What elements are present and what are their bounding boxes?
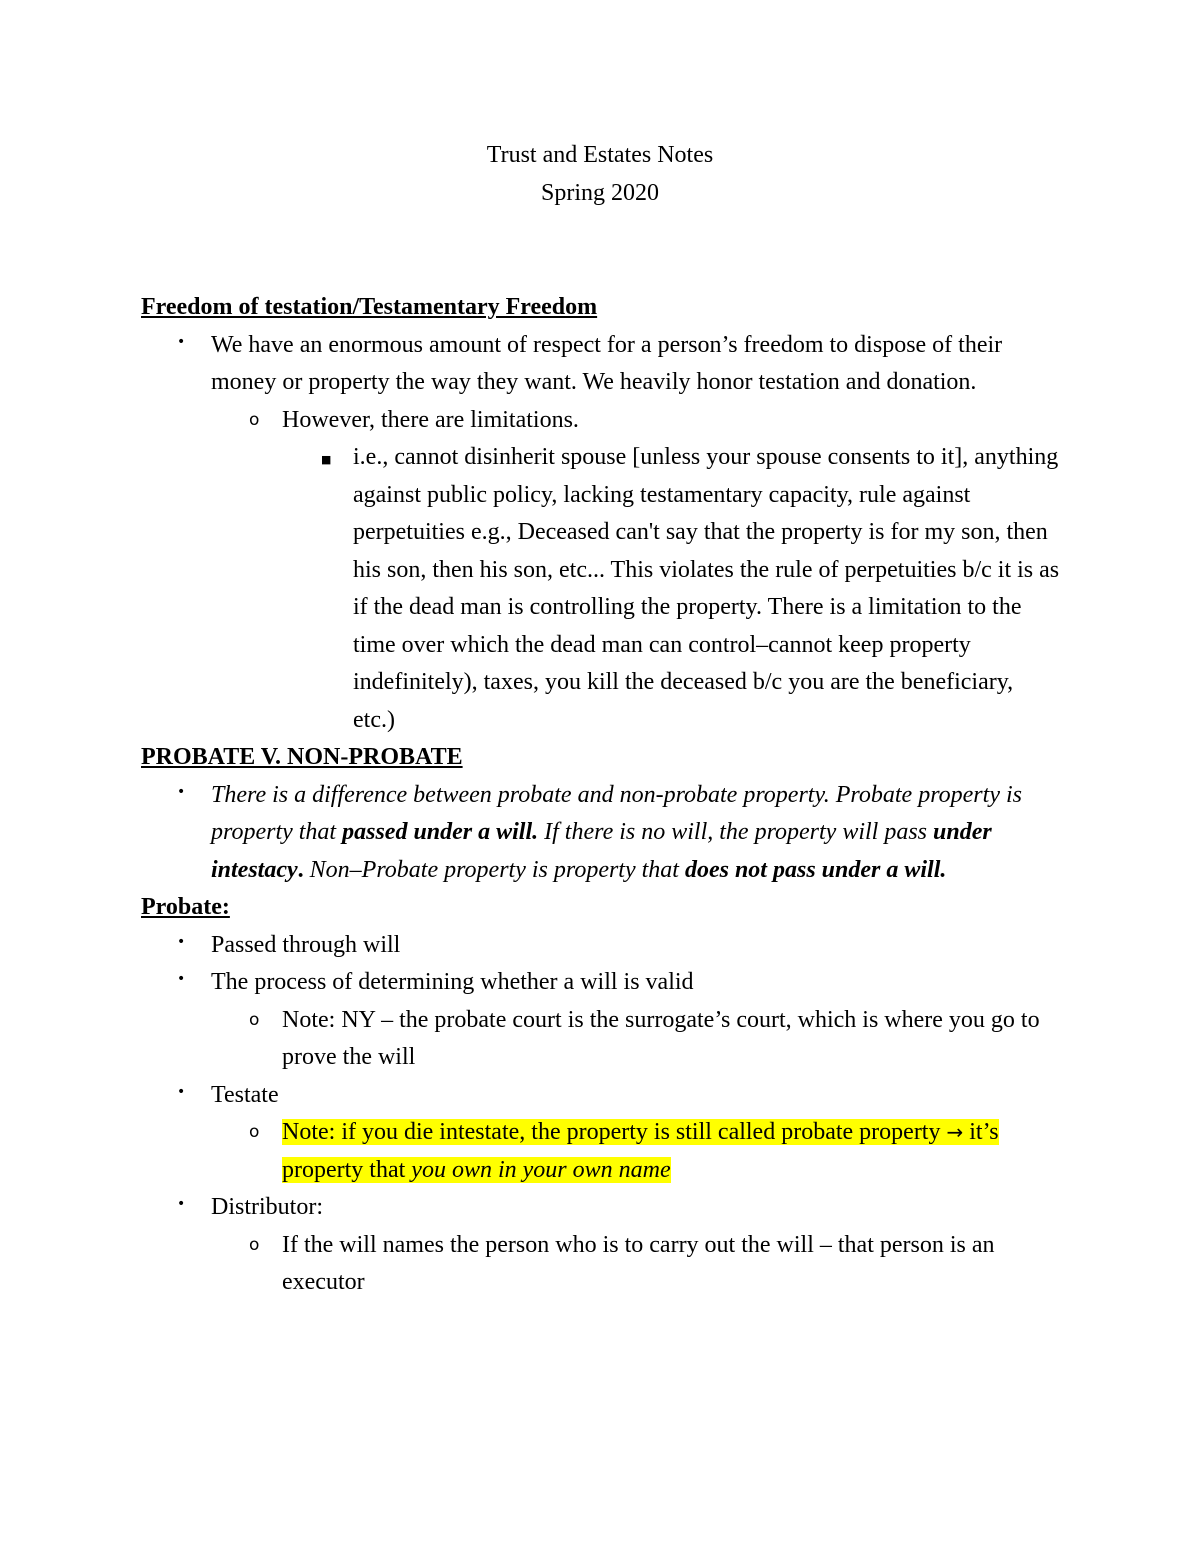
list-item-text: If there is no will, the property will pass: [538, 819, 934, 845]
list-item: [141, 327, 1061, 402]
list-item: [141, 1189, 1061, 1227]
heading-probate-v-non-probate: PROBATE V. NON-PROBATE: [141, 744, 463, 770]
list-item: [141, 927, 1061, 965]
list-item-text: We have an enormous amount of respect for a person’s freedom to dispose of their money or property the way they want. We heavily honor testation and donation.: [211, 331, 1003, 395]
list-item: [141, 1227, 1061, 1302]
list-item-text: The process of determining whether a will is valid: [211, 969, 694, 995]
document-title: Trust and Estates Notes: [486, 142, 714, 168]
list-item-text: Note: NY – the probate court is the surrogate’s court, which is where you go to prove the will: [282, 1006, 1040, 1070]
list-item: [141, 1077, 1061, 1115]
list-item: [141, 402, 1061, 440]
bullet-glyph: •: [177, 783, 186, 800]
bullet-glyph: •: [177, 971, 186, 987]
circle-bullet-glyph: o: [249, 409, 260, 430]
bullet-glyph: •: [177, 933, 186, 950]
list-item-text: it’s property that: [282, 1119, 999, 1183]
list-item-text: Distributor:: [211, 1194, 323, 1220]
list-item: [141, 1002, 1061, 1077]
circle-bullet-glyph: o: [249, 1234, 260, 1255]
arrow-right-icon: →: [946, 1120, 964, 1144]
emphasis-text: .: [297, 856, 304, 883]
list-item-text: If the will names the person who is to carry out the will – that person is an executor: [282, 1231, 995, 1295]
list-item: [141, 439, 1061, 739]
document-subtitle: Spring 2020: [540, 180, 659, 206]
list-item-text: i.e., cannot disinherit spouse [unless your spouse consents to it], anything against public policy, lacking testamentary capacity, rule against perpetuities e.g., Deceased can't say that the property is for my son, then his son, then his son, etc... This violates the rule of perpetuities b/c it is as if the dead man is controlling the property. There is a limitation to the time over which the dead man can control–cannot keep property indefinitely), taxes, you kill the deceased b/c you are the beneficiary, etc.): [353, 444, 1060, 733]
circle-bullet-glyph: o: [249, 1009, 260, 1030]
list-item: [141, 1114, 1061, 1189]
list-item: [141, 777, 1061, 890]
circle-bullet-glyph: o: [249, 1122, 260, 1142]
list-item-text: Note: if you die intestate, the property is still called probate property: [282, 1119, 947, 1145]
list-item-text: There is a difference between probate and non-probate property. Probate property is property that: [211, 781, 1022, 845]
list-item-text: Passed through will: [211, 931, 401, 958]
heading-freedom-of-testation: Freedom of testation/Testamentary Freedom: [141, 294, 598, 320]
bullet-glyph: •: [177, 333, 186, 350]
emphasis-text: does not pass under a will.: [684, 856, 947, 883]
list-item-text: Testate: [211, 1081, 279, 1108]
list-item-text: Non–Probate property is property that: [303, 856, 685, 883]
emphasis-text: under intestacy: [211, 819, 992, 883]
heading-probate: Probate:: [141, 894, 230, 920]
document-body: [141, 289, 1061, 1302]
highlighted-note: [282, 1119, 999, 1183]
emphasis-text: you own in your own name: [411, 1156, 671, 1183]
list-item: [141, 964, 1061, 1002]
list-item-text: However, there are limitations.: [282, 406, 579, 433]
square-bullet-glyph: ■: [321, 453, 332, 466]
bullet-glyph: •: [177, 1196, 186, 1212]
bullet-glyph: •: [177, 1083, 186, 1100]
emphasis-text: passed under a will.: [342, 819, 539, 845]
